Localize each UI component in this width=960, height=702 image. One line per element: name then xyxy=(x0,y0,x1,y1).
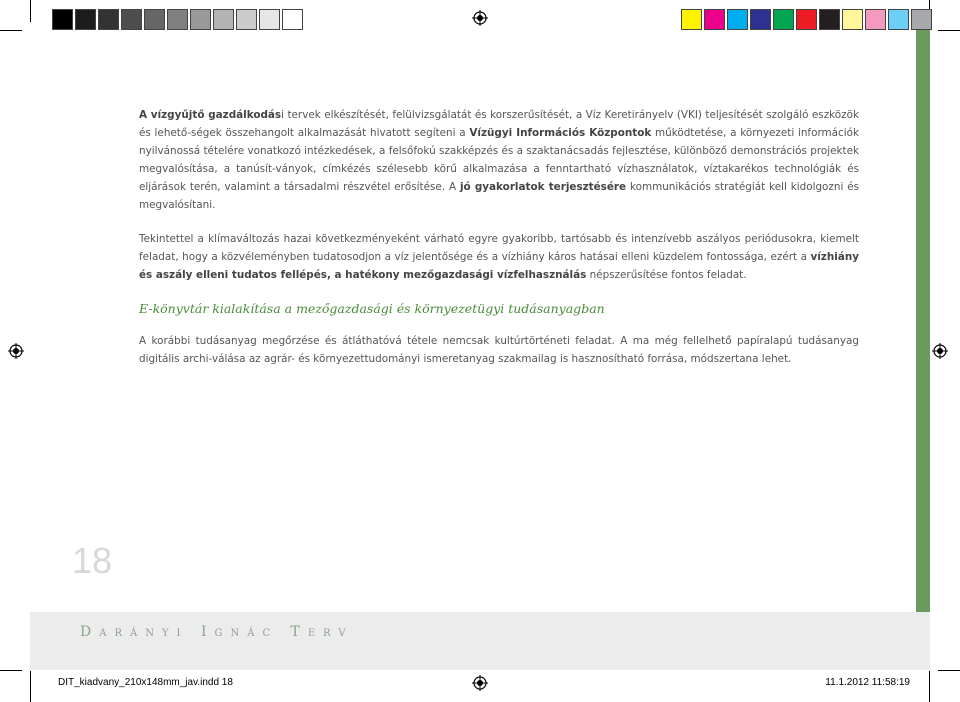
grayscale-color-bar xyxy=(52,9,305,30)
text-run: kommunikációs stratégiát kell kidolgozni és megvalósítani. xyxy=(139,181,859,211)
color-swatch xyxy=(796,9,817,30)
color-swatch xyxy=(888,9,909,30)
paragraph-climate xyxy=(139,230,859,284)
color-swatch xyxy=(704,9,725,30)
paragraph-water-management xyxy=(139,106,859,214)
color-swatch xyxy=(213,9,234,30)
paragraph-e-library: A korábbi tudásanyag megőrzése és átláthatóvá tétele nemcsak kultúrtörténeti feladat. A ma még fellelhető papíralapú tudásanyag digitális archi-válása az agrár- és környezettudományi ismeretanyag szakmailag is hasznosítható forrása, módszertana lehet. xyxy=(139,335,859,365)
green-side-bar xyxy=(916,30,930,612)
color-swatch xyxy=(819,9,840,30)
registration-mark-icon xyxy=(932,343,948,359)
color-swatch xyxy=(911,9,932,30)
text-run: i tervek elkészítését, felülvizsgálatát és korszerűsítését, a Víz Keretirányelv (VKI) teljesítését szolgáló eszközök és lehető-ségek összehangolt alkalmazását hivatott segíteni a xyxy=(139,109,859,139)
section-heading: E-könyvtár kialakítása a mezőgazdasági és környezetügyi tudásanyagban xyxy=(139,301,605,316)
registration-mark-icon xyxy=(8,343,24,359)
color-swatch xyxy=(190,9,211,30)
text-run: vízhiány és aszály elleni tudatos fellépés, a hatékony mezőgazdasági vízfelhasználás xyxy=(139,251,859,281)
text-run: A vízgyűjtő gazdálkodás xyxy=(139,109,282,121)
crop-mark xyxy=(938,30,960,31)
crop-mark xyxy=(0,30,22,31)
text-run: Vízügyi Információs Központok xyxy=(469,127,652,139)
color-swatch xyxy=(750,9,771,30)
color-swatch xyxy=(167,9,188,30)
text-run: jó gyakorlatok terjesztésére xyxy=(459,181,627,193)
color-swatch xyxy=(773,9,794,30)
slug-line xyxy=(0,671,960,702)
color-swatch xyxy=(75,9,96,30)
text-run: működtetése, a környezeti információk nyilvánossá tételére vonatkozó intézkedések, a felsőfokú szakképzés és a szaktanácsadás fejlesztése, különböző demonstrációs projektek megvalósítása, a tanúsít-ványok, címkézés szélesebb körű alkalmazása a fenntartható vízhasználatok, víztakarékos technológiák és eljárások terén, valamint a társadalmi részvétel erősítése. A xyxy=(139,127,859,193)
text-run: népszerűsítése fontos feladat. xyxy=(586,269,747,281)
color-swatch xyxy=(865,9,886,30)
color-swatch xyxy=(259,9,280,30)
footer-band xyxy=(30,612,930,670)
color-swatch xyxy=(52,9,73,30)
slug-date: 11.1.2012 11:58:19 xyxy=(825,677,910,688)
page-number: 18 xyxy=(72,540,113,581)
text-run: Tekintettel a klímaváltozás hazai következményeként várható egyre gyakoribb, tartósabb és intenzívebb aszályos periódusokra, kiemelt feladat, hogy a közvéleményben tudatosodjon a víz jelentősége és a vízhiány káros hatásai elleni küzdelem fontossága, ezért a xyxy=(139,233,859,263)
registration-mark-icon xyxy=(472,10,488,26)
color-swatch xyxy=(727,9,748,30)
color-swatch xyxy=(236,9,257,30)
crop-mark xyxy=(30,0,31,22)
color-swatch xyxy=(842,9,863,30)
color-swatch xyxy=(144,9,165,30)
color-swatch xyxy=(98,9,119,30)
color-swatch xyxy=(681,9,702,30)
page-content xyxy=(139,106,859,384)
footer-title: Darányi Ignác Terv xyxy=(80,624,354,640)
process-color-bar xyxy=(681,9,934,30)
color-swatch xyxy=(121,9,142,30)
color-swatch xyxy=(282,9,303,30)
slug-filename: DIT_kiadvany_210x148mm_jav.indd 18 xyxy=(58,677,233,688)
